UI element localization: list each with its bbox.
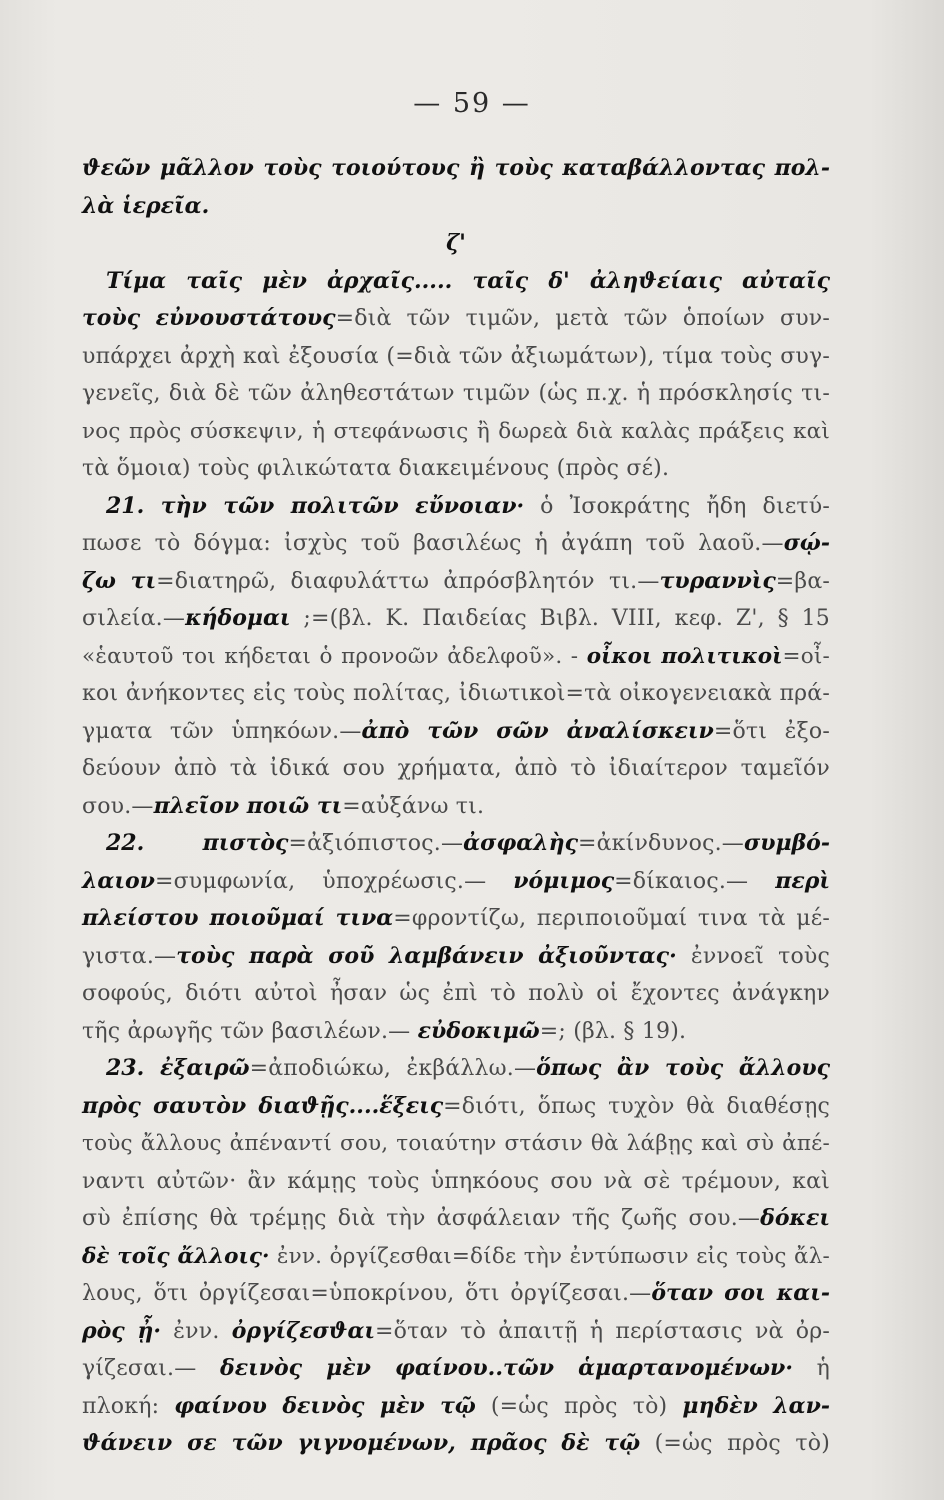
gloss-text: =ἀποδιώκω, ἐκβάλλω.— [249,1056,537,1081]
lemma-term: σῴ- [783,530,830,556]
gloss-text: γματα τῶν ὑπηκόων.— [82,718,362,744]
text-line [82,675,830,713]
gloss-text: =δίκαιος.— [614,868,776,894]
gloss-text: =διατηρῶ, διαφυλάττω ἀπρόσβλητόν τι.— [156,568,660,594]
gloss-text: τῆς ἀρωγῆς τῶν βασιλέων.— [82,1018,418,1044]
gloss-text: γιστα.— [82,943,177,969]
lemma-term: 21. τὴν τῶν πολιτῶν εὔνοιαν· [106,492,525,519]
gloss-text: =ὅτι ἐξο- [713,718,830,744]
lemma-term: ζω τι [82,567,157,594]
gloss-text: ἐνν. ὀργίζεσθαι=δίδε τὴν ἐντύπωσιν εἰς τοὺς ἄλ- [269,1243,831,1269]
text-line [82,488,830,526]
gloss-text: δεύουν ἀπὸ τὰ ἰδικά σου χρήματα, ἀπὸ τὸ ἰδιαίτερον ταμεῖόν [82,756,830,781]
text-line [82,1200,830,1238]
text-line [82,150,830,188]
gloss-text: =φροντίζω, περιποιοῦμαί τινα τὰ μέ- [393,906,830,931]
gloss-text: =βα- [775,568,831,594]
lemma-term: ϑεῶν μᾶλλον τοὺς τοιούτους ἢ τοὺς καταβάλλοντας πολ- [82,155,830,181]
gloss-text: ;=(βλ. Κ. Παιδείας Βιβλ. VIII, κεφ. Ζ', § 15 [290,606,830,631]
text-line [82,788,830,826]
lemma-term: ζ' [446,230,466,256]
gloss-text: =ἀξιόπιστος.— [288,831,464,856]
text-line [82,1388,830,1426]
gloss-text: νος πρὸς σύσκεψιν, ἡ στεφάνωσις ἢ δωρεὰ διὰ καλὰς πράξεις καὶ [82,418,830,444]
body-text [82,150,830,1463]
text-line [82,188,830,226]
gloss-text: (=ὡς πρὸς τὸ) [640,1431,830,1456]
gloss-text: πλοκή: [82,1393,175,1419]
gloss-text: τοὺς ἄλλους ἀπέναντί σου, τοιαύτην στάσιν θὰ λάβῃς καὶ σὺ ἀπέ- [82,1131,830,1156]
gloss-text: =ὅταν τὸ ἀπαιτῇ ἡ περίστασις νὰ ὀρ- [375,1318,830,1344]
lemma-term: νόμιμος [513,867,615,894]
gloss-text: πωσε τὸ δόγμα: ἰσχὺς τοῦ βασιλέως ἡ ἀγάπη τοῦ λαοῦ.— [82,531,784,556]
text-line [82,713,830,751]
lemma-term: φαίνου δεινὸς μὲν τῷ [174,1392,476,1419]
text-line [82,1163,830,1201]
text-line [82,1313,830,1351]
lemma-term: λὰ ἱερεῖα. [82,192,210,219]
text-line [82,1425,830,1463]
lemma-term: πλείστου ποιοῦμαί τινα [82,905,394,931]
gloss-text: =συμφωνία, ὑποχρέωσις.— [154,868,514,894]
text-line [82,1125,830,1163]
lemma-term: δεινὸς μὲν φαίνου..τῶν ἁμαρτανομένων· [220,1355,793,1381]
lemma-term: τοὺς εὐνουστάτους [82,305,336,331]
lemma-term: ὅπως ἂν τοὺς ἄλλους [536,1055,831,1081]
text-line [82,300,830,338]
lemma-term: πλεῖον ποιῶ τι [153,792,343,819]
gloss-text: «ἑαυτοῦ τοι κήδεται ὁ προνοῶν ἀδελφοῦ». - [82,643,587,669]
gloss-text: σὺ ἐπίσης θὰ τρέμῃς διὰ τὴν ἀσφάλειαν τῆς ζωῆς σου.— [82,1206,761,1231]
lemma-term: ρὸς ᾖ· [82,1317,161,1344]
text-line [82,263,830,301]
lemma-term: λαιον [82,867,155,894]
gloss-text: ἡ [792,1356,830,1381]
text-line [82,413,830,451]
gloss-text: =αὐξάνω τι. [342,793,485,819]
text-line [82,1350,830,1388]
lemma-term: δόκει [760,1205,830,1231]
gloss-text: σοφούς, διότι αὐτοὶ ἦσαν ὡς ἐπὶ τὸ πολὺ οἱ ἔχοντες ἀνάγκην [82,981,830,1006]
gloss-text: κοι ἀνήκοντες εἰς τοὺς πολίτας, ἰδιωτικοὶ=τὰ οἰκογενειακὰ πρά- [82,681,830,706]
text-line [82,600,830,638]
gloss-text: γίζεσαι.— [82,1356,221,1381]
text-line [82,338,830,376]
lemma-term: συμβό- [743,830,830,856]
text-line [82,900,830,938]
gloss-text: σιλεία.— [82,606,186,631]
text-line [82,938,830,976]
lemma-term: ὀργίζεσϑαι [231,1317,376,1344]
lemma-term: κήδομαι [185,605,291,631]
lemma-term: 22. πιστὸς [106,830,289,856]
gloss-text: γενεῖς, διὰ δὲ τῶν ἀληθεστάτων τιμῶν (ὡς π.χ. ἡ πρόσκλησίς τι- [82,381,830,406]
gloss-text: ὁ Ἰσοκράτης ἤδη διετύ- [524,493,830,519]
gloss-text: (=ὡς πρὸς τὸ) [475,1393,683,1419]
lemma-term: εὐδοκιμῶ [417,1017,540,1044]
text-line [82,1013,830,1051]
lemma-term: ὅταν σοι και- [651,1280,830,1306]
gloss-text: =διότι, ὅπως τυχὸν θὰ διαθέσῃς [443,1093,830,1119]
lemma-term: Τίμα ταῖς μὲν ἀρχαῖς..... ταῖς δ' ἀληϑείαις αὐταῖς [106,267,830,294]
gloss-text: ἐννοεῖ τοὺς [676,943,830,969]
lemma-term: ἀσφαλὴς [463,830,578,856]
lemma-term: ϑάνειν σε τῶν γιγνομένων, πρᾶος δὲ τῷ [82,1430,641,1456]
gloss-text: =ἀκίνδυνος.— [577,831,744,856]
text-line [82,863,830,901]
gloss-text: =διὰ τῶν τιμῶν, μετὰ τῶν ὁποίων συν- [335,306,830,331]
text-line [82,825,830,863]
text-line [82,450,830,488]
text-line [82,1088,830,1126]
text-line [82,375,830,413]
lemma-term: 23. ἐξαιρῶ [106,1055,250,1081]
lemma-term: περὶ [775,867,830,894]
text-line [82,1275,830,1313]
text-line [82,525,830,563]
gloss-text: λους, ὅτι ὀργίζεσαι=ὑποκρίνου, ὅτι ὀργίζεσαι.— [82,1281,652,1306]
text-line [82,975,830,1013]
lemma-term: δὲ τοῖς ἄλλοις· [82,1243,270,1269]
gloss-text: τὰ ὅμοια) τοὺς φιλικώτατα διακειμένους (πρὸς σέ). [82,456,670,481]
text-line [82,638,830,676]
lemma-term: πρὸς σαυτὸν διαϑῇς....ἕξεις [82,1092,444,1119]
text-line [82,1238,830,1276]
text-line [82,563,830,601]
text-line [82,750,830,788]
gloss-text: σου.— [82,793,154,819]
lemma-term: τοὺς παρὰ σοῦ λαμβάνειν ἀξιοῦντας· [176,942,677,969]
text-line [82,1050,830,1088]
gloss-text: ἐνν. [161,1318,232,1344]
gloss-text: υπάρχει ἀρχὴ καὶ ἐξουσία (=διὰ τῶν ἀξιωμάτων), τίμα τοὺς συγ- [82,343,830,369]
gloss-text: ναντι αὐτῶν· ἂν κάμῃς τοὺς ὑπηκόους σου νὰ σὲ τρέμουν, καὶ [82,1168,830,1194]
lemma-term: τυραννὶς [659,567,776,594]
text-line [82,225,830,263]
gloss-text: =; (βλ. § 19). [539,1018,687,1044]
lemma-term: ἀπὸ τῶν σῶν ἀναλίσκειν [361,717,714,744]
lemma-term: μηδὲν λαν- [682,1392,830,1419]
page-number: — 59 — [413,88,531,119]
gloss-text: =οἶ- [782,643,830,669]
lemma-term: οἶκοι πολιτικοὶ [586,643,783,669]
